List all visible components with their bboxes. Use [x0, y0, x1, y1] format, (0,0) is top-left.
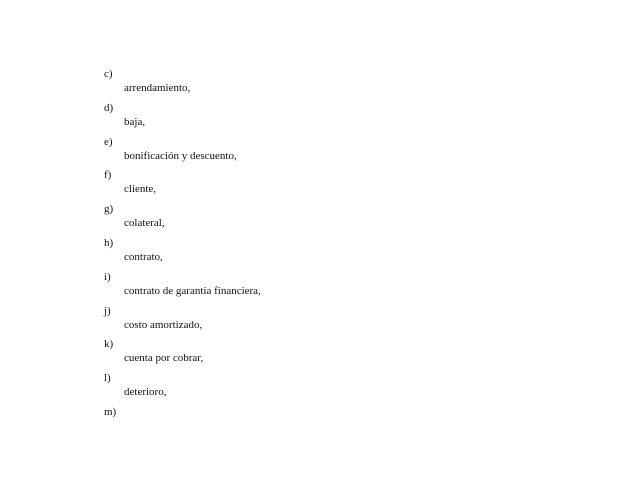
list-marker: g) — [104, 203, 114, 216]
list-term: contrato de garantía financiera, — [124, 284, 261, 297]
list-marker: m) — [104, 405, 117, 418]
list-marker: c) — [104, 68, 113, 80]
list-term: cuenta por cobrar, — [124, 352, 204, 365]
list-marker: k) — [104, 338, 114, 351]
list-marker: j) — [104, 304, 111, 317]
list-term: bonificación y descuento, — [124, 149, 237, 162]
list-marker: i) — [104, 270, 111, 283]
list-term: baja, — [124, 115, 146, 128]
list-term: contrato, — [124, 250, 163, 263]
list-marker: l) — [104, 372, 111, 385]
list-term: cliente, — [124, 183, 157, 196]
list-marker: e) — [104, 135, 113, 148]
list-term: costo amortizado, — [124, 318, 203, 331]
list-term: colateral, — [124, 217, 165, 230]
list-marker: f) — [104, 169, 112, 182]
list-term: deterioro, — [124, 386, 167, 399]
list-term: arrendamiento, — [124, 82, 191, 94]
list-marker: d) — [104, 101, 114, 114]
list-marker: h) — [104, 236, 114, 249]
